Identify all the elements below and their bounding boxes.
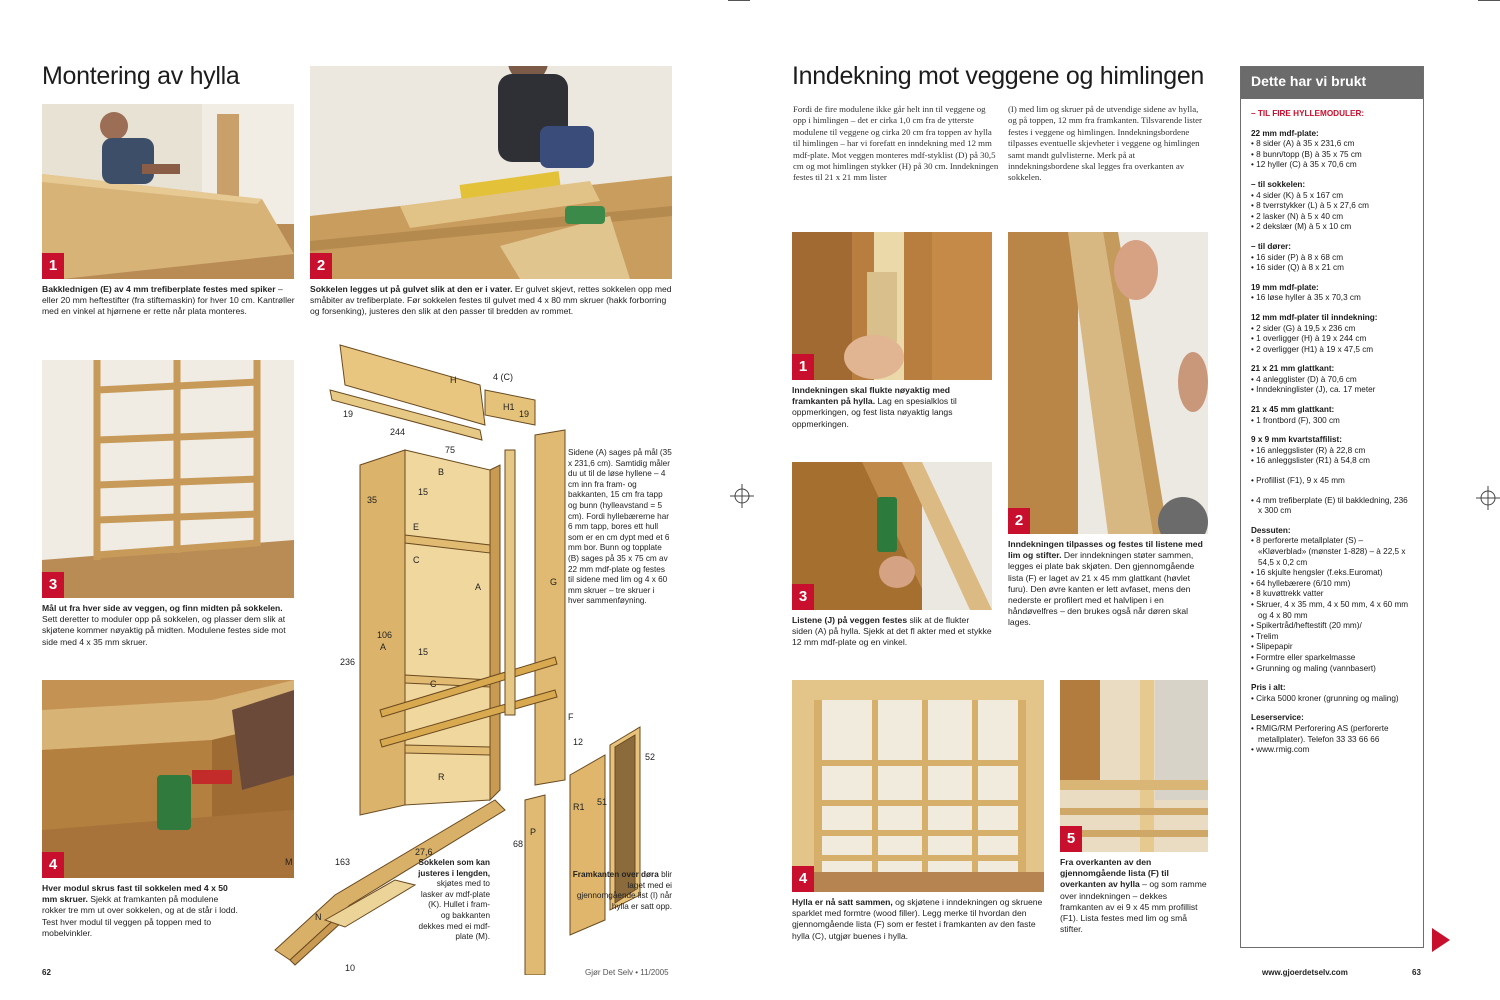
diagram-dimension: 236 xyxy=(340,657,356,667)
sidebar-item xyxy=(1251,150,1413,161)
right-photo-4-caption xyxy=(792,897,1044,942)
sidebar-item xyxy=(1251,191,1413,202)
sidebar-group-title: Pris i alt: xyxy=(1251,683,1286,693)
diagram-dimension: 19 xyxy=(519,409,530,419)
caption-lead: Hver modul skrus fast til sokkelen med 4 x 50 mm skruer. xyxy=(42,883,228,905)
diagram-dimension: 35 xyxy=(367,495,378,505)
sidebar-item xyxy=(1251,600,1413,621)
sidebar-item-text: Cirka 5000 kroner (grunning og maling) xyxy=(1256,693,1399,703)
right-page-number: 63 xyxy=(1412,968,1421,977)
diagram-dimension: 15 xyxy=(418,487,429,497)
bullet-icon: • xyxy=(1251,589,1257,599)
sidebar-item-text: 4 sider (K) à 5 x 167 cm xyxy=(1256,190,1344,200)
sidebar-item xyxy=(1251,160,1413,171)
diagram-label: A xyxy=(380,642,387,652)
right-photo-1-image xyxy=(792,232,992,380)
diagram-dimension: 4 (C) xyxy=(493,372,513,382)
caption-text: Sjekk at framkanten på modulene rokker tre mm ut over sokkelen, og at de står i lodd. Test hver modul til veggen på toppen med to mobelvinkler. xyxy=(42,894,238,938)
caption-text: Sett deretter to moduler opp på sokkelen, og plasser dem slik at skjøtene kommer nøyaktig på midten. Modulene festes side mot side med 4 x 35 mm skruer. xyxy=(42,614,286,647)
bullet-icon: • xyxy=(1251,222,1257,232)
bullet-icon: • xyxy=(1251,344,1257,354)
intro-column-2: (I) med lim og skruer på de utvendige sidene av hylla, og på toppen, 12 mm fra framkanten. Tilsvarende lister festes i veggene og himlingen. Inndekningsbordene tilpasses eventuelle skjevheter i veggene og himlingen samt mandt gulvlisterne. Merk på at inndekningsbordene skal legges fra overkanten av sokkelen. xyxy=(1008,104,1202,183)
sidebar-item xyxy=(1251,222,1413,233)
caption-lead: Listene (J) på veggen festes xyxy=(792,615,908,625)
bullet-icon: • xyxy=(1251,642,1257,652)
diagram-label: R xyxy=(438,772,445,782)
sidebar-item xyxy=(1251,653,1413,664)
photo-2-image xyxy=(310,66,672,279)
sidebar-item xyxy=(1251,745,1413,756)
bullet-icon: • xyxy=(1251,201,1257,211)
sidebar-item-text: 2 overligger (H1) à 19 x 47,5 cm xyxy=(1256,344,1374,354)
sidebar-item-text: Grunning og maling (vannbasert) xyxy=(1256,663,1376,673)
right-photo-3-lister xyxy=(792,462,992,610)
diagram-label: G xyxy=(550,577,558,587)
bullet-icon: • xyxy=(1251,568,1257,578)
diagram-dimension: 15 xyxy=(418,647,429,657)
sidebar-item-text: 2 lasker (N) à 5 x 40 cm xyxy=(1256,211,1344,221)
sidebar-item xyxy=(1251,694,1413,705)
diagram-label: M xyxy=(285,857,293,867)
bullet-icon: • xyxy=(1251,578,1257,588)
next-page-arrow-icon[interactable] xyxy=(1432,928,1450,952)
diagram-dimension: 244 xyxy=(390,427,406,437)
sidebar-item-text: Inndekninglister (J), ca. 17 meter xyxy=(1256,385,1376,395)
sidebar-item-text: www.rmig.com xyxy=(1256,745,1310,755)
caption-text: Er gulvet skjevt, rettes sokkelen opp med småbiter av trefiberplate. Før sokkelen festes til gulvet med 4 x 80 mm skruer (hakk forborring og forsenking), justeres den slik at den passer til bredden av rommet. xyxy=(310,284,672,317)
diagram-label: B xyxy=(438,467,445,477)
photo-number-badge: 4 xyxy=(42,852,64,878)
sidebar-item xyxy=(1251,139,1413,150)
bullet-icon: • xyxy=(1251,536,1257,546)
sidebar-group xyxy=(1251,526,1413,674)
diagram-dimension: 27,6 xyxy=(415,847,433,857)
photo-number-badge: 1 xyxy=(792,354,814,380)
bullet-icon: • xyxy=(1251,631,1256,641)
right-photo-2-caption xyxy=(1008,539,1208,629)
sidebar-item-text: 1 overligger (H) à 19 x 244 cm xyxy=(1256,334,1367,344)
left-footer-magazine: Gjør Det Selv • 11/2005 xyxy=(585,968,669,977)
left-page-number: 62 xyxy=(42,968,51,977)
photo-2-sokkel xyxy=(310,66,672,279)
intro-column-1: Fordi de fire modulene ikke går helt inn til veggene og opp i himlingen – det er cirka 1,0 cm fra de ytterste modulene til veggene og cirka 20 cm fra toppen av hylla til himlingen – har vi forefatt en inndekning med 12 mm mdf-plate. Mot veggen monteres mdf-styklist (D) på 30,5 cm og mot himlingen stykker (H) på 30 cm. Inndekningen festes til 21 x 21 mm lister xyxy=(793,104,999,183)
crop-mark xyxy=(1478,0,1500,1)
photo-number-badge: 2 xyxy=(1008,508,1030,534)
diagram-label: F xyxy=(568,712,574,722)
caption-text: Lag en spesialklos til oppmerkingen, og fest lista nøyaktig langs oppmerkingen. xyxy=(792,396,957,429)
photo-4-caption xyxy=(42,883,238,939)
sidebar-group-title: 22 mm mdf-plate: xyxy=(1251,128,1319,138)
callout-text: blir laget med ei gjennomgående list (I) når hylla er satt opp. xyxy=(576,870,672,911)
sidebar-item-text: 2 sider (G) à 19,5 x 236 cm xyxy=(1256,323,1356,333)
right-photo-2-image xyxy=(1008,232,1208,534)
sidebar-group-title: Dessuten: xyxy=(1251,525,1291,535)
bullet-icon: • xyxy=(1251,599,1257,609)
photo-number-badge: 4 xyxy=(792,866,814,892)
sidebar-item-text: Profillist (F1), 9 x 45 mm xyxy=(1256,476,1345,486)
callout-text: skjøtes med to lasker av mdf-plate (K). Hullet i fram- og bakkanten dekkes med ei mdf-plate (M). xyxy=(418,879,490,942)
sidebar-group-title: 9 x 9 mm kvartstaffilist: xyxy=(1251,435,1343,445)
sidebar-group xyxy=(1251,496,1413,517)
bullet-icon: • xyxy=(1251,723,1257,733)
sidebar-group xyxy=(1251,405,1413,426)
bullet-icon: • xyxy=(1251,252,1257,262)
diagram-dimension: 10 xyxy=(345,963,356,973)
diagram-callout-sides: Sidene (A) sages på mål (35 x 231,6 cm). Samtidig måler du ut til de løse hyllene – 4 cm inn fra fram- og bakkanten, 15 cm fra tapp og bunn (hylleavstand = 5 cm). Fordi hyllebærerne har 6 mm tapp, bores ett hull som er en cm dypt med et 6 mm bor. Bunn og topplate (B) sages på 35 x 75 cm av 22 mm mdf-plate og festes til sidene med lim og 4 x 60 mm skruer – tre skruer i hver sammenføyning. xyxy=(568,448,672,606)
sidebar-item xyxy=(1251,263,1413,274)
sidebar-item-text: 16 skjulte hengsler (f.eks.Euromat) xyxy=(1256,568,1383,578)
photo-number-badge: 2 xyxy=(310,253,332,279)
diagram-dimension: 163 xyxy=(335,857,351,867)
caption-text: slik at de flukter siden (A) på hylla. Sjekk at det fl akter med et stykke 12 mm mdf-plate og en vinkel. xyxy=(792,615,992,648)
sidebar-item xyxy=(1251,476,1413,487)
bullet-icon: • xyxy=(1251,745,1257,755)
sidebar-item xyxy=(1251,324,1413,335)
sidebar-item xyxy=(1251,375,1413,386)
diagram-dimension: 106 xyxy=(377,630,393,640)
bullet-icon: • xyxy=(1251,652,1257,662)
sidebar-group-title: Leserservice: xyxy=(1251,713,1304,723)
website-url[interactable]: www.gjoerdetselv.com xyxy=(1262,968,1348,977)
caption-lead: Inndekningen skal flukte nøyaktig med framkanten på hylla. xyxy=(792,385,951,407)
photo-number-badge: 3 xyxy=(792,584,814,610)
callout-lead: Framkanten over døra xyxy=(572,870,659,879)
diagram-label: E xyxy=(413,522,420,532)
sidebar-item xyxy=(1251,334,1413,345)
sidebar-group xyxy=(1251,476,1413,487)
sidebar-item-text: 8 bunn/topp (B) à 35 x 75 cm xyxy=(1256,149,1362,159)
sidebar-group-title: 21 x 21 mm glattkant: xyxy=(1251,364,1335,374)
sidebar-group xyxy=(1251,283,1413,304)
sidebar-item-text: 16 løse hyller à 35 x 70,3 cm xyxy=(1256,293,1361,303)
right-photo-5-image xyxy=(1060,680,1208,852)
bullet-icon: • xyxy=(1251,445,1257,455)
caption-lead: Fra overkanten av den gjennomgående lista (F) til overkanten av hylla xyxy=(1060,857,1169,890)
sidebar-group xyxy=(1251,129,1413,171)
sidebar-body xyxy=(1241,99,1423,756)
bullet-icon: • xyxy=(1251,149,1257,159)
sidebar-group xyxy=(1251,180,1413,233)
sidebar-item-text: RMIG/RM Perforering AS (perforerte metallplater). Telefon 33 33 66 66 xyxy=(1256,723,1389,744)
sidebar-item-text: 64 hyllebærere (6/10 mm) xyxy=(1256,578,1351,588)
sidebar-group-title: 12 mm mdf-plater til inndekning: xyxy=(1251,312,1378,322)
sidebar-item xyxy=(1251,579,1413,590)
sidebar-item-text: Spikertråd/heftestift (20 mm)/ xyxy=(1256,621,1362,631)
sidebar-item-text: Slipepapir xyxy=(1256,642,1293,652)
sidebar-item-text: 12 hyller (C) à 35 x 70,6 cm xyxy=(1256,160,1357,170)
bullet-icon: • xyxy=(1251,160,1257,170)
caption-text: – eller 20 mm heftestifter (fra stiftemaskin) for hver 10 cm. Kantrøller med en vinkel at hjørnene er rette når plata monteres. xyxy=(42,284,295,317)
photo-1-image xyxy=(42,104,294,279)
sidebar-item-text: Formtre eller sparkelmasse xyxy=(1256,652,1356,662)
right-photo-3-image xyxy=(792,462,992,610)
diagram-callout-front xyxy=(568,870,672,912)
sidebar-group xyxy=(1251,364,1413,396)
bullet-icon: • xyxy=(1251,334,1257,344)
sidebar-item-text: 8 tverrstykker (L) à 5 x 27,6 cm xyxy=(1256,201,1369,211)
sidebar-heading: Dette har vi brukt xyxy=(1241,67,1423,99)
sidebar-item-text: 8 sider (A) à 35 x 231,6 cm xyxy=(1256,139,1355,149)
photo-number-badge: 3 xyxy=(42,572,64,598)
callout-lead: Sokkelen som kan justeres i lengden, xyxy=(418,858,490,878)
bullet-icon: • xyxy=(1251,495,1257,505)
caption-text: – og som ramme over inndekningen – dekkes framkanten av ei 9 x 45 mm profillist (F1). Lista festes med lim og små stifter. xyxy=(1060,879,1207,935)
sidebar-item xyxy=(1251,724,1413,745)
photo-1-caption xyxy=(42,284,296,318)
bullet-icon: • xyxy=(1251,190,1257,200)
photo-number-badge: 1 xyxy=(42,253,64,279)
caption-lead: Inndekningen tilpasses og festes til listene med lim og stifter. xyxy=(1008,539,1203,561)
diagram-label: C xyxy=(413,555,420,565)
sidebar-item xyxy=(1251,664,1413,675)
photo-number-badge: 5 xyxy=(1060,826,1082,852)
registration-mark-icon xyxy=(1476,486,1500,510)
sidebar-group xyxy=(1251,683,1413,704)
sidebar-item-text: 16 sider (P) à 8 x 68 cm xyxy=(1256,252,1344,262)
diagram-dimension: 19 xyxy=(343,409,354,419)
diagram-label: N xyxy=(315,912,322,922)
diagram-dimension: 68 xyxy=(513,839,524,849)
sidebar-item xyxy=(1251,496,1413,517)
sidebar-item xyxy=(1251,536,1413,568)
materials-sidebar xyxy=(1240,66,1424,948)
sidebar-group xyxy=(1251,435,1413,467)
bullet-icon: • xyxy=(1251,456,1257,466)
caption-lead: Hylla er nå satt sammen, xyxy=(792,897,893,907)
right-photo-5-profillist xyxy=(1060,680,1208,852)
sidebar-item xyxy=(1251,446,1413,457)
registration-mark-icon xyxy=(730,484,754,508)
sidebar-item xyxy=(1251,589,1413,600)
sidebar-item xyxy=(1251,632,1413,643)
sidebar-group-title: 19 mm mdf-plate: xyxy=(1251,282,1319,292)
bullet-icon: • xyxy=(1251,139,1257,149)
sidebar-item xyxy=(1251,621,1413,632)
sidebar-item-text: 8 perforerte metallplater (S) – «Kløverblad» (mønster 1-828) – à 22,5 x 54,5 x 0,2 cm xyxy=(1256,536,1406,567)
right-photo-1-caption xyxy=(792,385,992,430)
sidebar-item xyxy=(1251,416,1413,427)
sidebar-item xyxy=(1251,253,1413,264)
diagram-dimension: 51 xyxy=(597,797,608,807)
diagram-dimension: 75 xyxy=(445,445,456,455)
diagram-label: H xyxy=(450,375,457,385)
sidebar-group xyxy=(1251,713,1413,755)
sidebar-item-text: 1 frontbord (F), 300 cm xyxy=(1256,415,1340,425)
sidebar-item-text: 2 dekslær (M) à 5 x 10 cm xyxy=(1256,222,1352,232)
bullet-icon: • xyxy=(1251,385,1257,395)
sidebar-item xyxy=(1251,212,1413,223)
bullet-icon: • xyxy=(1251,374,1257,384)
sidebar-group xyxy=(1251,313,1413,355)
diagram-dimension: 12 xyxy=(573,737,584,747)
sidebar-group-title: – til dører: xyxy=(1251,241,1292,251)
sidebar-group-title: – til sokkelen: xyxy=(1251,179,1306,189)
bullet-icon: • xyxy=(1251,476,1257,486)
sidebar-item-text: 4 mm trefiberplate (E) til bakkledning, 236 x 300 cm xyxy=(1256,495,1408,516)
right-photo-4-image xyxy=(792,680,1044,892)
bullet-icon: • xyxy=(1251,663,1257,673)
sidebar-item-text: 4 anlegglister (D) à 70,6 cm xyxy=(1256,374,1357,384)
sidebar-group xyxy=(1251,109,1413,120)
diagram-label: P xyxy=(530,827,537,837)
caption-text: og skjøtene i inndekningen og skruene sparklet med formtre (wood filler). Legg merke til hvordan den gjennomgående lista (F) som er festet i framkanten av den faste hylla (C), utgjør buenes i hylla. xyxy=(792,897,1043,941)
crop-mark xyxy=(728,0,750,1)
sidebar-item-text: Trelim xyxy=(1256,631,1279,641)
bullet-icon: • xyxy=(1251,323,1257,333)
photo-1-bakkledning xyxy=(42,104,294,279)
bullet-icon: • xyxy=(1251,415,1257,425)
sidebar-group-title: – TIL FIRE HYLLEMODULER: xyxy=(1251,109,1365,118)
diagram-callout-base xyxy=(418,858,490,943)
caption-lead: Bakklednigen (E) av 4 mm trefiberplate festes med spiker xyxy=(42,284,276,294)
sidebar-item xyxy=(1251,456,1413,467)
sidebar-item-text: 16 sider (Q) à 8 x 21 cm xyxy=(1256,263,1344,273)
right-page-title: Inndekning mot veggene og himlingen xyxy=(792,62,1205,90)
caption-lead: Sokkelen legges ut på gulvet slik at den er i vater. xyxy=(310,284,513,294)
diagram-dimension: 52 xyxy=(645,752,656,762)
right-photo-2-inndekning xyxy=(1008,232,1208,534)
sidebar-item-text: 16 anleggslister (R1) à 54,8 cm xyxy=(1256,456,1370,466)
right-photo-1-list xyxy=(792,232,992,380)
sidebar-item-text: 8 kuvøttrekk vatter xyxy=(1256,589,1324,599)
caption-lead: Mål ut fra hver side av veggen, og finn midten på sokkelen. xyxy=(42,603,283,613)
sidebar-item xyxy=(1251,385,1413,396)
bullet-icon: • xyxy=(1251,293,1257,303)
bullet-icon: • xyxy=(1251,263,1257,273)
bullet-icon: • xyxy=(1251,211,1257,221)
right-photo-4-ferdig-hylle xyxy=(792,680,1044,892)
sidebar-item xyxy=(1251,345,1413,356)
photo-2-caption xyxy=(310,284,672,318)
diagram-label: H1 xyxy=(503,402,515,412)
diagram-label: A xyxy=(475,582,482,592)
diagram-label: R1 xyxy=(573,802,585,812)
right-photo-3-caption xyxy=(792,615,992,649)
sidebar-item xyxy=(1251,642,1413,653)
sidebar-group-title: 21 x 45 mm glattkant: xyxy=(1251,405,1335,415)
sidebar-item xyxy=(1251,201,1413,212)
left-page-title: Montering av hylla xyxy=(42,62,240,90)
caption-text: Der inndekningen støter sammen, legges ei plate bak skjøten. Den gjennomgående lista (F) er laget av 21 x 45 mm glattkant (høvlet furu). Den øvre kanten er lett avfaset, mens den nederste er profilert med et halvlipen i en håndøvelfres – den brukes også når døren skal lages. xyxy=(1008,550,1195,628)
sidebar-group xyxy=(1251,242,1413,274)
bullet-icon: • xyxy=(1251,693,1257,703)
sidebar-item-text: Skruer, 4 x 35 mm, 4 x 50 mm, 4 x 60 mm og 4 x 80 mm xyxy=(1256,599,1409,620)
bullet-icon: • xyxy=(1251,621,1257,631)
sidebar-item xyxy=(1251,568,1413,579)
diagram-label: C xyxy=(430,679,437,689)
sidebar-item xyxy=(1251,293,1413,304)
right-photo-5-caption xyxy=(1060,857,1210,935)
sidebar-item-text: 16 anleggslister (R) à 22,8 cm xyxy=(1256,445,1366,455)
